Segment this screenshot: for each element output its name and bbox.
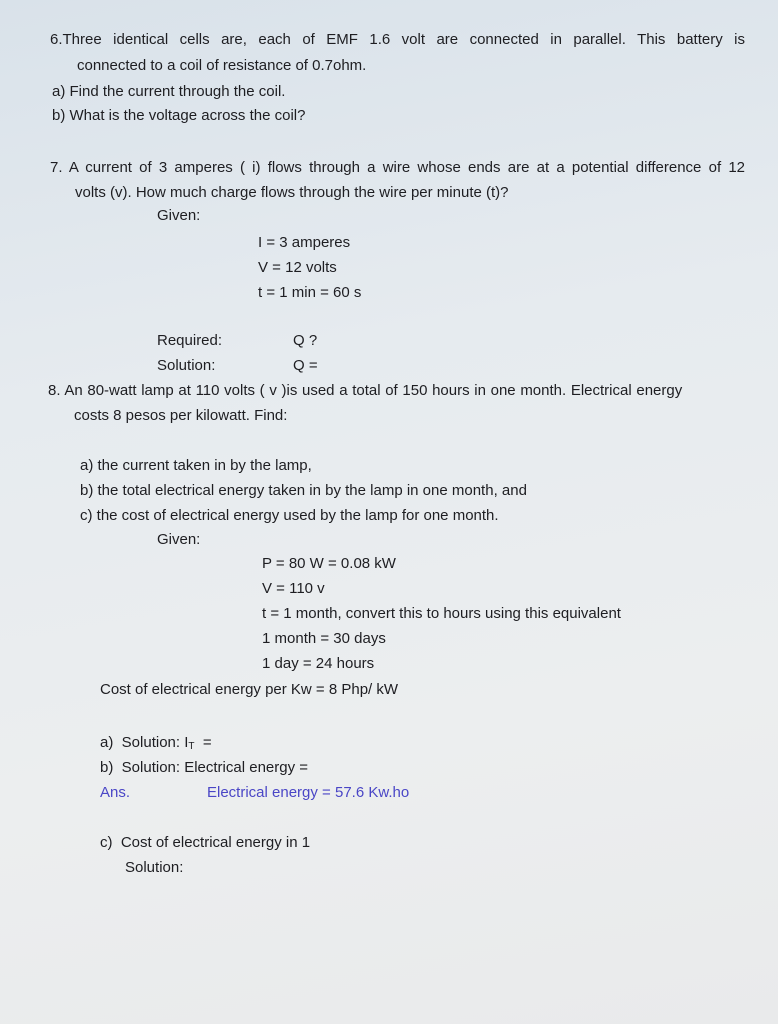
q8-solution-b: b) Solution: Electrical energy = [100, 759, 309, 776]
q7-line2: volts (v). How much charge flows through the wire per minute (t)? [75, 184, 509, 201]
q8-given-day: 1 day = 24 hours [262, 655, 375, 672]
q8-line1: 8. An 80-watt lamp at 110 volts ( v )is used a total of 150 hours in one month. Electrical energy [48, 382, 683, 399]
q6-part-b: b) What is the voltage across the coil? [52, 107, 306, 124]
sol-a-suffix: = [194, 734, 212, 751]
q8-solution-c: c) Cost of electrical energy in 1 [100, 834, 311, 851]
q8-line2: costs 8 pesos per kilowatt. Find: [74, 407, 288, 424]
q8-solution-c-label: Solution: [125, 859, 184, 876]
sol-a-subscript: T [188, 741, 195, 752]
q6-line1: 6.Three identical cells are, each of EMF 1.6 volt are connected in parallel. This battery is [50, 31, 745, 48]
q7-solution-value: Q = [293, 357, 318, 374]
q6-line2: connected to a coil of resistance of 0.7ohm. [77, 57, 367, 74]
answer-value: Electrical energy = 57.6 Kw.ho [207, 784, 410, 801]
q7-line1: 7. A current of 3 amperes ( i) flows through a wire whose ends are at a potential difference of 12 [50, 159, 745, 176]
q7-required-value: Q ? [293, 332, 318, 349]
q7-given-voltage: V = 12 volts [258, 259, 337, 276]
q6-part-a: a) Find the current through the coil. [52, 83, 286, 100]
q8-given-voltage: V = 110 v [262, 580, 325, 597]
q7-given-label: Given: [157, 207, 201, 224]
answer-label: Ans. [100, 784, 131, 801]
q8-given-power: P = 80 W = 0.08 kW [262, 555, 396, 572]
q8-part-a: a) the current taken in by the lamp, [80, 457, 312, 474]
q7-given-current: I = 3 amperes [258, 234, 351, 251]
q7-required-label: Required: [157, 332, 223, 349]
q8-part-c: c) the cost of electrical energy used by the lamp for one month. [80, 507, 499, 524]
q8-cost: Cost of electrical energy per Kw = 8 Php/ kW [100, 681, 399, 698]
q8-given-label: Given: [157, 531, 201, 548]
q8-part-b: b) the total electrical energy taken in by the lamp in one month, and [80, 482, 527, 499]
q7-solution-label: Solution: [157, 357, 216, 374]
q7-given-time: t = 1 min = 60 s [258, 284, 362, 301]
q8-solution-a [100, 734, 212, 756]
sol-a-prefix: a) Solution: I [100, 734, 189, 751]
q8-given-month: 1 month = 30 days [262, 630, 386, 647]
q8-given-time: t = 1 month, convert this to hours using this equivalent [262, 605, 621, 622]
